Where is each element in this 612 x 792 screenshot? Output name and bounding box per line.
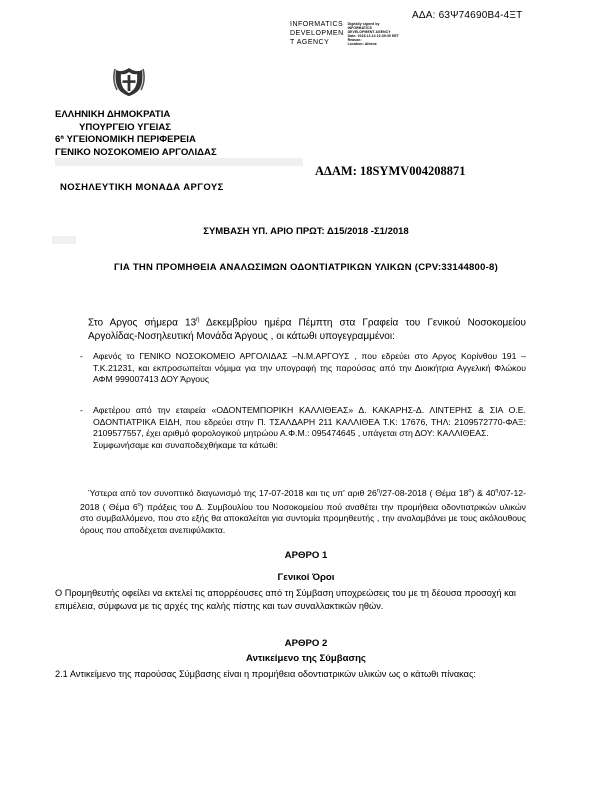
party-first-text: Αφενός το ΓΕΝΙΚΟ ΝΟΣΟΚΟΜΕΙΟ ΑΡΓΟΛΙΔΑΣ –Ν.Μ.ΑΡΓΟΥΣ , που εδρεύει στο Αργος Κορίνθου 191 – Τ.Κ.21231, και εκπροσωπείται νόμιμα για την υπογραφή της παρούσας από την Διοικήτρια Αγγελική Φλώκου ΑΦΜ 999007413 ΔΟΥ Άργους xyxy=(93,351,526,385)
gray-band xyxy=(52,236,76,244)
stamp-signer-line: DEVELOPMEN xyxy=(290,30,344,37)
header-line-republic: ΕΛΛΗΝΙΚΗ ΔΗΜΟΚΡΑΤΙΑ xyxy=(55,109,171,120)
whereas-text: ) & 40 xyxy=(471,487,496,498)
list-dash: - xyxy=(80,405,83,415)
header-line-ministry: ΥΠΟΥΡΓΕΙΟ ΥΓΕΙΑΣ xyxy=(79,121,172,133)
intro-superscript: η xyxy=(196,317,200,323)
adam-number: ΑΔΑΜ: 18SYMV004208871 xyxy=(315,164,466,178)
whereas-paragraph xyxy=(80,486,526,537)
whereas-text: /27-08-2018 ( Θέμα 18 xyxy=(379,487,469,498)
stamp-signer-line: T AGENCY xyxy=(290,39,330,46)
gray-band xyxy=(55,158,303,166)
stamp-detail-line: INFORMATICS xyxy=(347,26,373,30)
whereas-text: /07-12-2018 ( Θέμα 6 xyxy=(80,487,526,512)
whereas-superscript: ο xyxy=(137,501,141,508)
article-1-title: Γενικοί Όροι xyxy=(277,572,335,583)
greek-coat-of-arms-icon xyxy=(112,64,146,98)
whereas-text: ) πράξεις του Δ. Συμβουλίου του Νοσοκομείου πού αναθέτει την προμήθεια οδοντιατρικών υλικών στο συμβαλλόμενο, που στο εξής θα αποκαλείται για συντομία προμηθευτής , την αναλαμβάνει με τους ακόλουθους όρους που αποδέχεται ανεπιφύλακτα. xyxy=(80,501,526,536)
stamp-detail-line: Digitally signed by xyxy=(347,22,380,26)
list-dash: - xyxy=(80,351,83,361)
article-1-heading: ΑΡΘΡΟ 1 xyxy=(284,550,328,561)
whereas-superscript: ο xyxy=(468,488,472,494)
stamp-detail-line: DEVELOPMENT AGENCY xyxy=(347,30,391,34)
intro-text-start: Στο Αργος σήμερα 13 xyxy=(88,317,197,329)
party-second xyxy=(80,405,526,451)
whereas-text: Ύστερα από τον συνοπτικό διαγωνισμό της 17-07-2018 και τις υπ' αριθ 26 xyxy=(88,487,377,498)
digital-signature-stamp xyxy=(290,20,399,47)
stamp-detail-line: Date: 2018.12.14 10:39:30 EET xyxy=(347,34,399,38)
article-1-text: Ο Προμηθευτής οφείλει να εκτελεί τις απορρέουσες από τη Σύμβαση υποχρεώσεις του με τη δέουσα προσοχή και επιμέλεια, σύμφωνα με τις αρχές της καλής πίστης και των συναλλακτικών ηθών. xyxy=(55,588,516,611)
stamp-signer-line: INFORMATICS xyxy=(290,21,344,28)
stamp-signer-name xyxy=(290,20,344,47)
issuer-header xyxy=(55,109,217,159)
stamp-detail-line: Reason: xyxy=(347,38,362,42)
nursing-unit-name: ΝΟΣΗΛΕΥΤΙΚΗ ΜΟΝΑΔΑ ΑΡΓΟΥΣ xyxy=(60,182,224,193)
intro-text-end: Δεκεμβρίου ημέρα Πέμπτη στα Γραφεία του Γενικού Νοσοκομείου Αργολίδας-Νοσηλευτική Μονάδα Άργους , οι κάτωθι υπογεγραμμένοι: xyxy=(88,317,526,343)
article-2-title: Αντικείμενο της Σύμβασης xyxy=(246,653,366,664)
party-second-text: Αφετέρου από την εταιρεία «ΟΔΟΝΤΕΜΠΟΡΙΚΗ ΚΑΛΛΙΘΕΑΣ» Δ. ΚΑΚΑΡΗΣ-Δ. ΛΙΝΤΕΡΗΣ & ΣΙΑ Ο.Ε. ΟΔΟΝΤΙΑΤΡΙΚΑ ΕΙΔΗ, που εδρεύει στην Π. ΤΣΑΛΔΑΡΗ 211 ΚΑΛΛΙΘΕΑ Τ.Κ: 17676, ΤΗΛ: 2109572770-ΦΑΞ: 2109577557, έχει αριθμό φορολογικού μητρώου Α.Φ.Μ.: 095474645 , υπάγεται στη ΔΟΥ: ΚΑΛΛΙΘΕΑΣ. xyxy=(93,405,526,439)
whereas-superscript: η xyxy=(495,488,499,494)
party-first xyxy=(80,351,526,386)
intro-paragraph xyxy=(88,313,526,344)
stamp-detail-line: Location: Athens xyxy=(347,42,377,46)
procurement-title: ΓΙΑ ΤΗΝ ΠΡΟΜΗΘΕΙΑ ΑΝΑΛΩΣΙΜΩΝ ΟΔΟΝΤΙΑΤΡΙΚΩΝ ΥΛΙΚΩΝ (CPV:33144800-8) xyxy=(114,262,498,273)
stamp-signature-details xyxy=(348,20,399,47)
article-2-heading: ΑΡΘΡΟ 2 xyxy=(284,638,328,649)
header-line-region: 6ª ΥΓΕΙΟΝΟΜΙΚΗ ΠΕΡΙΦΕΡΕΙΑ xyxy=(55,134,196,145)
ada-number: ΑΔΑ: 63Ψ74690Β4-4ΞΤ xyxy=(412,10,523,21)
whereas-superscript: η xyxy=(376,488,380,494)
article-2-text: 2.1 Αντικείμενο της παρούσας Σύμβασης είναι η προμήθεια οδοντιατρικών υλικών ως ο κάτωθι πίνακας: xyxy=(55,669,476,679)
header-line-hospital: ΓΕΝΙΚΟ ΝΟΣΟΚΟΜΕΙΟ ΑΡΓΟΛΙΔΑΣ xyxy=(55,146,217,158)
agreement-line: Συμφωνήσαμε και συναποδεχθήκαμε τα κάτωθι: xyxy=(93,439,278,450)
contract-title: ΣΥΜΒΑΣΗ ΥΠ. ΑΡΙΟ ΠΡΩΤ: Δ15/2018 -Σ1/2018 xyxy=(203,226,409,237)
